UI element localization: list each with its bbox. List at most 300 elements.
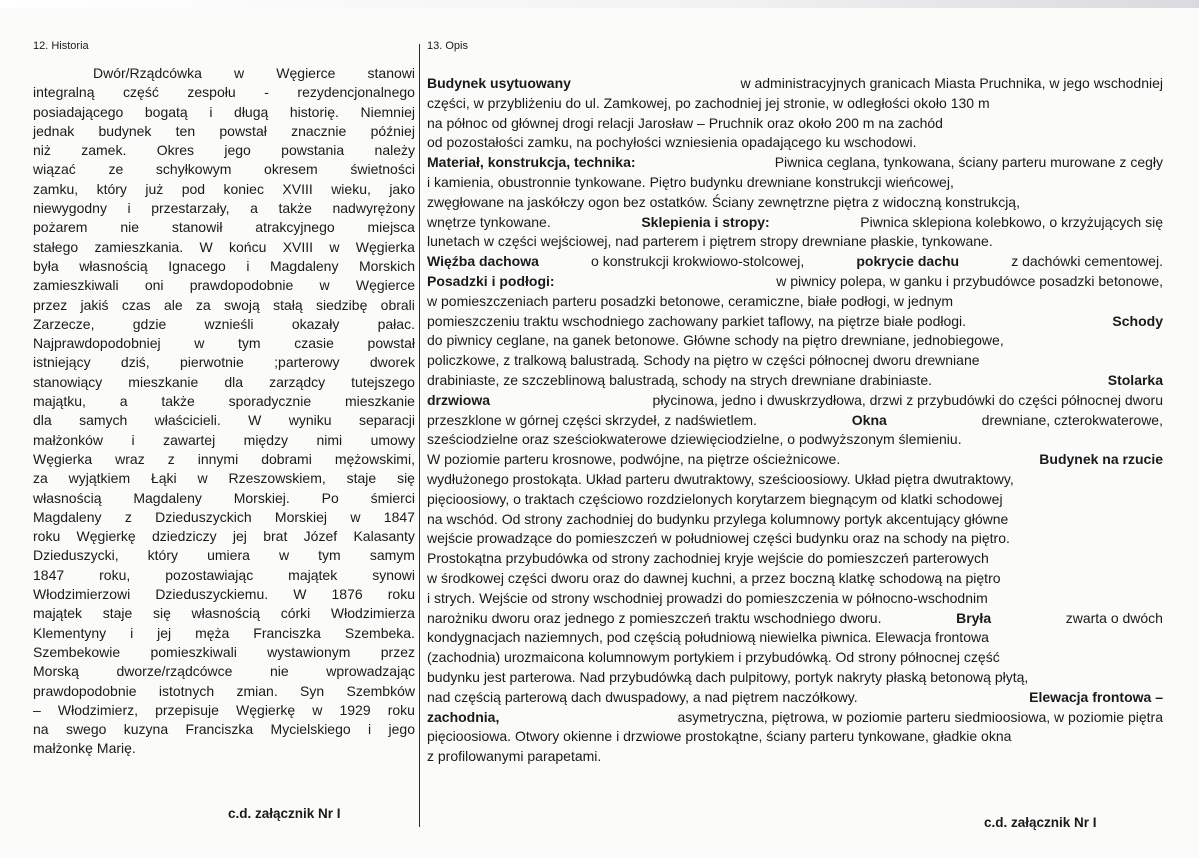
text-run: i bbox=[209, 103, 213, 120]
text-line bbox=[33, 238, 415, 257]
text-run: Franciszka bbox=[253, 624, 321, 641]
text-run: jego bbox=[388, 721, 415, 738]
text-run: zachodnia, bbox=[427, 708, 500, 725]
text-line bbox=[427, 708, 1163, 728]
text-run: za bbox=[195, 296, 211, 313]
text-run: Węgierka bbox=[355, 238, 415, 255]
text-line bbox=[33, 489, 415, 508]
text-line bbox=[33, 431, 415, 450]
text-run: Piwnica sklepiona kolebkowo, o krzyżujących się bbox=[860, 213, 1163, 230]
text-run: powstał bbox=[367, 335, 415, 352]
text-run: się bbox=[397, 470, 415, 487]
text-run: innymi bbox=[197, 450, 239, 467]
text-run: obrali bbox=[380, 296, 415, 313]
text-run: właścicieli. bbox=[154, 412, 221, 429]
text-run: w piwnicy polepa, w ganku i przybudówce posadzki betonowe, bbox=[776, 272, 1163, 289]
text-run: nadwyrężony bbox=[332, 200, 415, 217]
text-run: mężowskimi, bbox=[334, 450, 415, 467]
text-run: który bbox=[96, 180, 127, 197]
text-line bbox=[427, 213, 1163, 233]
text-run: później bbox=[370, 122, 415, 139]
text-run: istniejący bbox=[33, 354, 91, 371]
text-run: pierwotnie bbox=[180, 354, 244, 371]
text-run: Włodzimierzowi bbox=[33, 586, 131, 603]
text-run: Mycielskiego bbox=[270, 721, 351, 738]
text-run: zamieszkania. bbox=[94, 238, 184, 255]
text-line bbox=[427, 609, 1163, 629]
text-run: kuzyna bbox=[123, 721, 169, 738]
text-run: majątek bbox=[288, 566, 338, 583]
text-line bbox=[427, 232, 1163, 252]
text-run: ten bbox=[175, 122, 196, 139]
text-line bbox=[427, 272, 1163, 292]
text-run: przestarzały, bbox=[151, 200, 230, 217]
text-run: w bbox=[234, 65, 245, 81]
text-run: wnętrze tynkowane. bbox=[427, 213, 551, 230]
text-run: część bbox=[123, 84, 159, 101]
text-run: małżonków bbox=[33, 431, 104, 448]
text-run: staje bbox=[102, 605, 133, 622]
text-run: ale bbox=[163, 296, 183, 313]
text-run: w bbox=[194, 335, 205, 352]
text-run: sześciodzielne oraz sześciokwaterowe dziewięciodzielne, o podwyższonym ślemieniu. bbox=[427, 431, 962, 448]
text-run: okazały bbox=[291, 315, 340, 332]
text-line bbox=[33, 566, 415, 585]
text-run: własnością bbox=[191, 605, 261, 622]
text-run: a bbox=[250, 200, 258, 217]
text-run: 1929 bbox=[339, 701, 371, 718]
text-run: Klementyny bbox=[33, 624, 107, 641]
text-run: z bbox=[167, 450, 175, 467]
text-run: pożarem bbox=[33, 219, 88, 236]
text-run: nad częścią parterową dach dwuspadowy, a nad piętrem naczółkowy. bbox=[427, 688, 858, 705]
text-run: stałą bbox=[273, 296, 303, 313]
text-run: samych bbox=[79, 412, 128, 429]
text-line bbox=[427, 569, 1163, 589]
text-run: asymetryczna, piętrowa, w poziomie parteru siedmioosiowa, w poziomie piętra bbox=[677, 708, 1163, 725]
text-run: jej bbox=[232, 528, 247, 545]
text-run: schyłkowym bbox=[155, 161, 232, 178]
text-run: Stolarka bbox=[1107, 371, 1163, 388]
text-run: Bryła bbox=[956, 609, 992, 626]
text-run: jakiś bbox=[80, 296, 109, 313]
text-run: Węgierkę bbox=[236, 701, 296, 718]
text-run: nie bbox=[120, 219, 139, 236]
text-run: na bbox=[33, 721, 49, 738]
text-run: z dachówki cementowej. bbox=[1011, 253, 1163, 270]
text-line bbox=[427, 351, 1163, 371]
text-run: Budynek usytuowany bbox=[427, 75, 571, 91]
text-run: tym bbox=[318, 547, 341, 564]
text-run: i kamienia, obustronnie tynkowane. Piętro budynku drewniane konstrukcji wieńcowej, bbox=[427, 173, 954, 190]
text-run: budynek bbox=[98, 122, 152, 139]
text-line bbox=[33, 585, 415, 604]
text-run: w bbox=[278, 547, 290, 564]
text-run: Okna bbox=[851, 411, 887, 428]
text-run: prawdopodobnie bbox=[33, 682, 137, 699]
text-run: dobrami bbox=[261, 450, 312, 467]
text-line bbox=[427, 747, 1163, 767]
text-line bbox=[33, 218, 415, 237]
text-run: jej bbox=[157, 624, 172, 641]
text-run: dla bbox=[224, 373, 244, 390]
text-run: Magdaleny bbox=[33, 508, 102, 525]
text-line bbox=[427, 450, 1163, 470]
text-run: i bbox=[246, 257, 250, 274]
text-run: roku bbox=[387, 701, 415, 718]
text-run: pięcioosiowy, o traktach częściowo rozdzielonych korytarzem biegnącym od klatki schodowej bbox=[427, 490, 1003, 507]
text-run: niż bbox=[33, 142, 51, 159]
text-run: majątek bbox=[33, 605, 83, 622]
text-run: sporadycznie bbox=[228, 393, 312, 410]
text-run: zawartej bbox=[163, 431, 216, 448]
text-run: Łąki bbox=[150, 470, 177, 487]
text-run: wejście prowadzące do pomieszczeń w południowej części budynku oraz na schody na piętro. bbox=[427, 530, 1010, 547]
text-run: zwęgłowane na jaskółczy ogon bez ostatków. Ściany zewnętrzne piętra z widoczną konstrukcją, bbox=[427, 193, 1020, 210]
text-run: Szembekowie bbox=[33, 643, 121, 660]
text-run: pozostawiając bbox=[165, 566, 254, 583]
text-run: budynku jest parterowa. Nad przybudówką dach pulpitowy, portyk nakryty płaską betonową płytą, bbox=[427, 668, 1029, 685]
text-line bbox=[427, 173, 1163, 193]
text-line bbox=[33, 199, 415, 218]
text-run: w bbox=[312, 701, 323, 718]
text-line bbox=[427, 94, 1163, 114]
text-run: świetności bbox=[350, 161, 415, 178]
text-run: i bbox=[368, 721, 372, 738]
text-run: zamku, bbox=[33, 180, 79, 197]
text-run: brat bbox=[263, 528, 288, 545]
text-line bbox=[33, 392, 415, 411]
text-run: swego bbox=[65, 721, 107, 738]
text-run: Dzieduszyckich bbox=[155, 508, 252, 525]
text-run: Dzieduszyckiemu. bbox=[155, 586, 269, 603]
text-line bbox=[427, 510, 1163, 530]
text-run: stanowi bbox=[367, 65, 415, 81]
text-run: który bbox=[147, 547, 179, 564]
text-line bbox=[33, 411, 415, 430]
text-line bbox=[427, 133, 1163, 153]
text-run: Magdaleny bbox=[269, 257, 339, 274]
text-run: do piwnicy ceglane, na ganek betonowe. Główne schody na piętro drewniane, jednobiegowe, bbox=[427, 332, 1004, 349]
text-run: Kalasanty bbox=[353, 528, 415, 545]
text-run: Magdaleny bbox=[133, 489, 202, 506]
text-line bbox=[33, 315, 415, 334]
text-run: w bbox=[197, 470, 208, 487]
text-line bbox=[33, 450, 415, 469]
text-run: Franciszka bbox=[185, 721, 254, 738]
text-run: także bbox=[161, 393, 195, 410]
text-run: i strych. Wejście od strony wschodniej prowadzi do pomieszczenia w północno-wschodnim bbox=[427, 589, 988, 606]
text-run: w środkowej części dworu oraz do dawnej kuchni, a przez boczną klatkę schodową na piętro bbox=[427, 569, 1001, 586]
text-run: powstania bbox=[281, 142, 345, 159]
text-line bbox=[33, 276, 415, 295]
text-run: stałego bbox=[33, 238, 79, 255]
text-run: roku, bbox=[99, 566, 131, 583]
text-run: siedzibę bbox=[315, 296, 368, 313]
text-run: atrakcyjnego bbox=[255, 219, 335, 236]
text-line bbox=[33, 64, 415, 83]
text-line bbox=[33, 334, 415, 353]
text-run: pięcioosiowa. Otwory okienne i drzwiowe prostokątne, ściany parteru tynkowane, gładkie okna bbox=[427, 728, 1012, 745]
text-run: kondygnacjach naziemnych, pod częścią południową niewielka piwnica. Elewacja frontowa bbox=[427, 629, 989, 646]
text-line bbox=[33, 604, 415, 623]
text-run: wydłużonego prostokąta. Układ parteru dwutraktowy, sześcioosiowy. Układ piętra dwutraktowy, bbox=[427, 470, 1014, 487]
description-text bbox=[427, 74, 1163, 767]
text-run: swoją bbox=[224, 296, 260, 313]
text-run: była bbox=[33, 257, 59, 274]
text-run: zespołu bbox=[187, 84, 236, 101]
text-line bbox=[427, 292, 1163, 312]
footer-annex-left: c.d. załącznik Nr I bbox=[228, 806, 341, 821]
text-run: między bbox=[243, 431, 289, 448]
text-run: z bbox=[124, 508, 132, 525]
text-run: dla bbox=[33, 412, 52, 429]
text-line bbox=[427, 668, 1163, 688]
text-run: od pozostałości zamku, na pochyłości wzniesienia opadającego ku wschodowi. bbox=[427, 134, 917, 151]
text-line bbox=[427, 470, 1163, 490]
text-run: dziedziczy bbox=[152, 528, 217, 545]
text-run: narożniku dworu oraz jednego z pomieszczeń traktu wschodniego dworu. bbox=[427, 609, 882, 626]
text-run: zwarta o dwóch bbox=[1065, 609, 1163, 626]
text-run: Piwnica ceglana, tynkowana, ściany parteru murowane z cegły bbox=[774, 154, 1163, 171]
text-run: Morskiej. bbox=[233, 489, 290, 506]
text-run: z profilowanymi parapetami. bbox=[427, 748, 602, 765]
text-run: Ignacego bbox=[168, 257, 226, 274]
text-run: Prostokątna przybudówka od strony zachodniej kryje wejście do pomieszczeń parterowych bbox=[427, 550, 989, 567]
text-run: umowy bbox=[370, 431, 415, 448]
text-run: Węgierce bbox=[355, 277, 415, 294]
text-run: jego bbox=[224, 142, 251, 159]
text-run: wystawionym bbox=[267, 643, 351, 660]
text-line bbox=[427, 371, 1163, 391]
text-run: zarządcy bbox=[269, 373, 326, 390]
text-run: się bbox=[152, 605, 171, 622]
text-run: Zarzecze, bbox=[33, 315, 95, 332]
text-run: W poziomie parteru krosnowe, podwójne, na piętrze ościeżnicowe. bbox=[427, 451, 841, 468]
text-run: zamieszkiwali bbox=[33, 277, 119, 294]
text-run: Morskiej bbox=[274, 508, 328, 525]
text-run: 1847 bbox=[33, 566, 65, 583]
text-line bbox=[427, 430, 1163, 450]
column-divider bbox=[419, 44, 420, 827]
text-run: przepisuje bbox=[155, 701, 219, 718]
text-run: za bbox=[33, 470, 48, 487]
text-run: Morską bbox=[33, 663, 79, 680]
text-run: dworze/rządcówce bbox=[116, 663, 233, 680]
text-line bbox=[427, 193, 1163, 213]
text-line bbox=[427, 529, 1163, 549]
text-run: znacznie bbox=[291, 122, 347, 139]
text-run: w bbox=[329, 238, 340, 255]
text-run: Dzieduszycki, bbox=[33, 547, 119, 564]
text-run: rezydencjonalnego bbox=[297, 84, 415, 101]
text-run: (zachodnia) urozmaicona kolumnowym portykiem i przybudówką. Od strony północnej część bbox=[427, 649, 1000, 666]
text-run: staje bbox=[346, 470, 377, 487]
text-run: Po bbox=[321, 489, 339, 506]
text-line bbox=[33, 508, 415, 527]
text-run: majątku, bbox=[33, 393, 86, 410]
text-run: Rzeszowskiem, bbox=[228, 470, 326, 487]
text-run: wyniku bbox=[288, 412, 332, 429]
text-run: tutejszego bbox=[351, 373, 415, 390]
text-run: roku bbox=[33, 528, 61, 545]
text-run: na wschód. Od strony zachodniej do budynku przylega kolumnowy portyk akcentujący główne bbox=[427, 510, 1009, 527]
text-line bbox=[427, 331, 1163, 351]
text-run: W bbox=[199, 238, 213, 255]
text-run: powstał bbox=[219, 122, 267, 139]
text-run: śmierci bbox=[370, 489, 415, 506]
text-run: Najprawdopodobniej bbox=[33, 335, 161, 352]
text-run: Węgierkę bbox=[76, 528, 136, 545]
text-run: płycinowa, jedno i dwuskrzydłowa, drzwi z przybudówki do części północnej dworu bbox=[652, 391, 1163, 408]
text-run: i bbox=[131, 431, 135, 448]
text-run: pomieszkiwali bbox=[150, 643, 237, 660]
text-run: Szembków bbox=[346, 682, 415, 699]
text-run: synowi bbox=[372, 566, 415, 583]
text-run: części, w przybliżeniu do ul. Zamkowej, po zachodniej jej stronie, w odległości około 130 m bbox=[427, 94, 990, 111]
history-text bbox=[33, 64, 415, 759]
text-run: pomieszczeniu traktu wschodniego zachowany parkiet taflowy, na piętrze białe podłogi. bbox=[427, 312, 967, 329]
text-run: pałac. bbox=[377, 315, 415, 332]
text-line bbox=[33, 141, 415, 160]
text-run: Węgierce bbox=[276, 65, 336, 81]
text-line bbox=[427, 688, 1163, 708]
text-line bbox=[33, 739, 415, 758]
text-run: w pomieszczeniach parteru posadzki betonowe, ceramiczne, białe podłogi, w jednym bbox=[427, 292, 954, 309]
text-run: roku bbox=[387, 586, 415, 603]
text-run: Morskich bbox=[358, 257, 415, 274]
text-run: należy bbox=[374, 142, 415, 159]
text-run: jako bbox=[389, 180, 415, 197]
text-run: policzkowe, z tralkową balustradą. Schody na piętro w części północnej dworu drewniane bbox=[427, 352, 980, 369]
text-run: i bbox=[130, 624, 134, 641]
text-run: stanowiący bbox=[33, 373, 103, 390]
text-line bbox=[33, 643, 415, 662]
text-run: zamek. bbox=[81, 142, 127, 159]
text-run: istotnych bbox=[158, 682, 215, 699]
text-run: drewniane, czterokwaterowe, bbox=[981, 411, 1163, 428]
text-line bbox=[427, 549, 1163, 569]
text-run: posiadającego bbox=[33, 103, 124, 120]
text-line bbox=[33, 296, 415, 315]
text-run: końcu bbox=[229, 238, 267, 255]
text-line bbox=[33, 546, 415, 565]
text-run: córki bbox=[280, 605, 311, 622]
text-run: pokrycie dachu bbox=[856, 253, 960, 270]
text-run: przez bbox=[33, 296, 68, 313]
text-run: oni bbox=[144, 277, 164, 294]
text-line bbox=[427, 312, 1163, 332]
text-line bbox=[427, 411, 1163, 431]
text-run: W bbox=[248, 412, 262, 429]
text-run: w administracyjnych granicach Miasta Pruchnika, w jego wschodniej bbox=[740, 75, 1163, 91]
footer-annex-right: c.d. załącznik Nr I bbox=[984, 815, 1097, 830]
text-run: Schody bbox=[1112, 312, 1163, 329]
text-run: Syn bbox=[300, 682, 325, 699]
text-run: mieszkanie bbox=[344, 393, 415, 410]
text-run: 1847 bbox=[383, 508, 415, 525]
text-line bbox=[427, 153, 1163, 173]
text-run: ze bbox=[108, 161, 124, 178]
text-run: samym bbox=[369, 547, 415, 564]
text-line bbox=[33, 160, 415, 179]
text-run: XVIII bbox=[282, 180, 313, 197]
text-run: własnością bbox=[79, 257, 148, 274]
text-run: drabiniaste, ze szczeblinową balustradą, schody na strych drewniane drabiniaste. bbox=[427, 371, 933, 388]
text-line bbox=[33, 662, 415, 681]
text-run: – bbox=[33, 701, 41, 718]
text-line bbox=[33, 469, 415, 488]
text-run: Węgierka bbox=[33, 450, 93, 467]
text-run: koniec bbox=[223, 180, 264, 197]
text-run: Marię. bbox=[96, 740, 136, 757]
text-run: pod bbox=[181, 180, 206, 197]
text-run: i bbox=[127, 200, 131, 217]
text-run: przez bbox=[380, 643, 415, 660]
text-run: Józef bbox=[303, 528, 338, 545]
text-run: Materiał, konstrukcja, technika: bbox=[427, 154, 636, 171]
text-run: Sklepienia i stropy: bbox=[641, 213, 770, 230]
text-run: dworek bbox=[369, 354, 415, 371]
text-run: małżonkę bbox=[33, 740, 93, 757]
text-line bbox=[427, 252, 1163, 272]
text-run: Elewacja frontowa – bbox=[1029, 688, 1163, 705]
text-run: nimi bbox=[316, 431, 343, 448]
text-run: Budynek na rzucie bbox=[1039, 451, 1163, 468]
text-run: separacji bbox=[358, 412, 415, 429]
section-heading-description: 13. Opis bbox=[427, 40, 468, 52]
text-run: czasie bbox=[294, 335, 334, 352]
text-run: długą bbox=[234, 103, 269, 120]
text-run: jednak bbox=[33, 122, 75, 139]
text-line bbox=[33, 122, 415, 141]
text-run: wprowadzając bbox=[326, 663, 415, 680]
text-run: własnością bbox=[33, 489, 102, 506]
text-run: czas bbox=[121, 296, 151, 313]
text-run: drzwiowa bbox=[427, 391, 491, 408]
text-line bbox=[33, 83, 415, 102]
text-run: XVIII bbox=[282, 238, 314, 255]
text-run: Okres bbox=[156, 142, 195, 159]
text-run: wiązać bbox=[33, 161, 76, 178]
text-line bbox=[427, 391, 1163, 411]
text-run: niewygodny bbox=[33, 200, 107, 217]
text-run: zmian. bbox=[236, 682, 278, 699]
text-line bbox=[33, 624, 415, 643]
text-run: Włodzimierza bbox=[330, 605, 415, 622]
text-run: wznieśli bbox=[204, 315, 254, 332]
text-line bbox=[33, 701, 415, 720]
text-line bbox=[33, 257, 415, 276]
text-line bbox=[33, 373, 415, 392]
text-run: w bbox=[350, 508, 361, 525]
text-run: męża bbox=[195, 624, 230, 641]
text-run: gdzie bbox=[132, 315, 167, 332]
text-line bbox=[427, 628, 1163, 648]
text-run: Włodzimierz, bbox=[57, 701, 139, 718]
text-line bbox=[427, 727, 1163, 747]
text-run: już bbox=[145, 180, 164, 197]
scan-edge bbox=[0, 0, 1199, 8]
text-run: prawdopodobnie bbox=[189, 277, 294, 294]
text-run: okresem bbox=[264, 161, 318, 178]
text-run: Szembeka. bbox=[344, 624, 415, 641]
text-line bbox=[33, 180, 415, 199]
text-line bbox=[427, 589, 1163, 609]
text-run: W bbox=[293, 586, 307, 603]
text-run: miejsca bbox=[367, 219, 415, 236]
text-run: dziś, bbox=[120, 354, 150, 371]
